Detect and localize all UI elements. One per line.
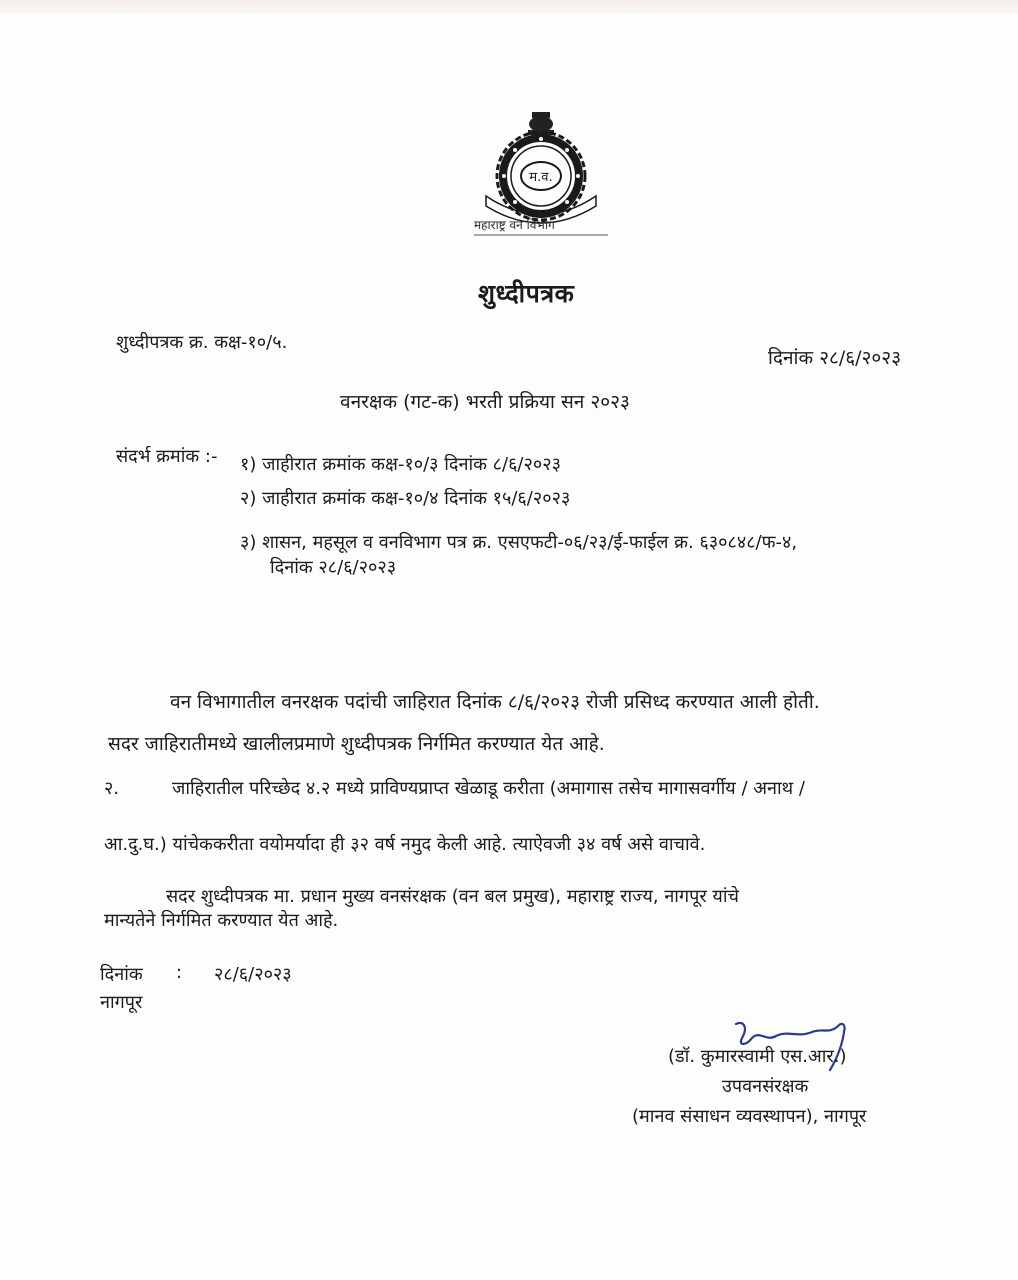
signatory-department: (मानव संसाधन व्यवस्थापन), नागपूर [632,1106,867,1127]
reference-number: शुध्दीपत्रक क्र. कक्ष-१०/५. [116,332,288,353]
reference-item: १) जाहीरात क्रमांक कक्ष-१०/३ दिनांक ८/६/२०२३ [240,454,561,475]
footer-place: नागपूर [100,992,143,1013]
footer-date-value: २८/६/२०२३ [214,964,292,985]
reference-item-continuation: दिनांक २८/६/२०२३ [270,557,397,578]
top-band [0,0,1018,14]
signatory-name: (डॉ. कुमारस्वामी एस.आर.) [668,1046,847,1067]
body-paragraph-1-line-2: सदर जाहिरातीमध्ये खालीलप्रमाणे शुध्दीपत्रक निर्गमित करण्यात येत आहे. [108,733,605,755]
document-title: शुध्दीपत्रक [478,279,575,308]
body-paragraph-3-line-2: मान्यतेने निर्गमित करण्यात येत आहे. [104,910,339,931]
issue-date: दिनांक २८/६/२०२३ [768,347,902,369]
signatory-designation: उपवनसंरक्षक [722,1076,809,1097]
body-paragraph-2-line-2: आ.दु.घ.) यांचेककरीता वयोमर्यादा ही ३२ वर्ष नमुद केली आहे. त्याऐवजी ३४ वर्ष असे वाचावे. [104,834,706,855]
body-paragraph-2: जाहिरातील परिच्छेद ४.२ मध्ये प्राविण्यप्राप्त खेळाडू करीता (अमागास तसेच मागासवर्गीय / अनाथ / [172,778,805,799]
footer-date-colon: : [176,962,183,983]
body-paragraph-3: सदर शुध्दीपत्रक मा. प्रधान मुख्य वनसंरक्षक (वन बल प्रमुख), महाराष्ट्र राज्य, नागपूर यांचे [166,886,739,907]
paragraph-number: २. [104,778,120,799]
subject-line: वनरक्षक (गट-क) भरती प्रक्रिया सन २०२३ [340,391,630,413]
emblem-caption: महाराष्ट्र वन विभाग [474,218,555,232]
body-paragraph-1: वन विभागातील वनरक्षक पदांची जाहिरात दिनांक ८/६/२०२३ रोजी प्रसिध्द करण्यात आली होती. [170,691,820,713]
footer-date-label: दिनांक [100,964,143,985]
reference-item: ३) शासन, महसूल व वनविभाग पत्र क्र. एसएफटी-०६/२३/ई-फाईल क्र. ६३०८४८/फ-४, [240,532,798,553]
reference-item: २) जाहीरात क्रमांक कक्ष-१०/४ दिनांक १५/६/२०२३ [240,488,571,509]
emblem-inner-text: म.व. [529,170,553,185]
reference-label: संदर्भ क्रमांक :- [116,446,218,467]
